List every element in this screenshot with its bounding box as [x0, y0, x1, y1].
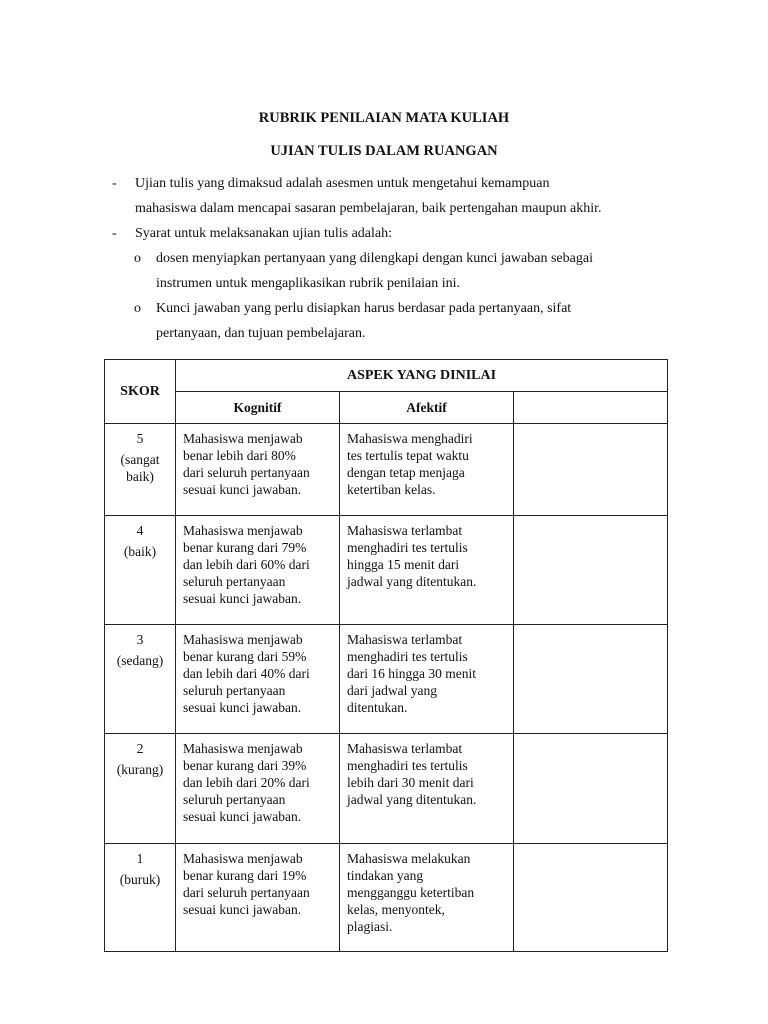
intro-line: mahasiswa dalam mencapai sasaran pembelajaran, baik pertengahan maupun akhir.: [135, 201, 602, 216]
cell-line: hingga 15 menit dari: [347, 557, 460, 572]
kognitif-cell: [176, 734, 340, 844]
bullet-dash: -: [112, 226, 117, 241]
afektif-cell: [340, 516, 514, 625]
cell-line: dengan tetap menjaga: [347, 465, 465, 480]
cell-line: Mahasiswa menjawab: [183, 851, 303, 866]
cell-line: Mahasiswa melakukan: [347, 851, 471, 866]
sub-bullet-line: pertanyaan, dan tujuan pembelajaran.: [156, 326, 366, 341]
cell-line: Mahasiswa menjawab: [183, 431, 303, 446]
col-header-empty: [514, 392, 668, 424]
cell-line: lebih dari 30 menit dari: [347, 775, 474, 790]
cell-line: benar kurang dari 19%: [183, 868, 307, 883]
kognitif-cell: [176, 844, 340, 952]
cell-line: plagiasi.: [347, 919, 393, 934]
cell-line: Mahasiswa terlambat: [347, 523, 463, 538]
extra-cell: [514, 734, 668, 844]
score-label: [105, 451, 175, 485]
cell-line: ketertiban kelas.: [347, 482, 436, 497]
score-cell: [105, 625, 176, 734]
cell-line: mengganggu ketertiban: [347, 885, 475, 900]
cell-line: sesuai kunci jawaban.: [183, 482, 302, 497]
cell-line: Mahasiswa menghadiri: [347, 431, 473, 446]
cell-line: seluruh pertanyaan: [183, 574, 286, 589]
table-row: [105, 844, 668, 952]
cell-line: Mahasiswa menjawab: [183, 632, 303, 647]
kognitif-cell: [176, 625, 340, 734]
cell-line: sesuai kunci jawaban.: [183, 809, 302, 824]
cell-line: dari jadwal yang: [347, 683, 437, 698]
bullet-dash: -: [112, 176, 117, 191]
sub-bullet-line: instrumen untuk mengaplikasikan rubrik penilaian ini.: [156, 276, 461, 291]
score-value: 1: [136, 851, 144, 866]
score-label-line: (sedang): [116, 653, 164, 668]
afektif-cell: [340, 625, 514, 734]
cell-line: dari seluruh pertanyaan: [183, 465, 310, 480]
document-title: RUBRIK PENILAIAN MATA KULIAH: [258, 110, 510, 126]
extra-cell: [514, 844, 668, 952]
cell-line: Mahasiswa menjawab: [183, 523, 303, 538]
cell-line: menghadiri tes tertulis: [347, 649, 468, 664]
cell-line: Mahasiswa terlambat: [347, 632, 463, 647]
document-subtitle: UJIAN TULIS DALAM RUANGAN: [270, 143, 498, 159]
score-value: 5: [136, 431, 144, 446]
score-value: 3: [136, 632, 144, 647]
skor-header: SKOR: [105, 360, 176, 424]
table-header-row: [105, 360, 668, 392]
intro-line: Syarat untuk melaksanakan ujian tulis adalah:: [135, 226, 392, 241]
cell-line: dan lebih dari 20% dari: [183, 775, 310, 790]
score-value: 2: [136, 741, 144, 756]
score-cell: [105, 516, 176, 625]
sub-bullet-line: Kunci jawaban yang perlu disiapkan harus berdasar pada pertanyaan, sifat: [156, 301, 572, 316]
cell-line: kelas, menyontek,: [347, 902, 445, 917]
bullet-o: o: [134, 301, 141, 316]
aspek-header: ASPEK YANG DINILAI: [176, 360, 668, 392]
table-row: [105, 625, 668, 734]
sub-bullet-line: dosen menyiapkan pertanyaan yang dilengkapi dengan kunci jawaban sebagai: [156, 251, 593, 266]
score-cell: [105, 844, 176, 952]
score-label-line: (buruk): [119, 872, 161, 887]
cell-line: jadwal yang ditentukan.: [347, 792, 477, 807]
afektif-cell: [340, 424, 514, 516]
score-label-line: (kurang): [116, 762, 164, 777]
extra-cell: [514, 424, 668, 516]
cell-line: benar kurang dari 39%: [183, 758, 307, 773]
cell-line: jadwal yang ditentukan.: [347, 574, 477, 589]
cell-line: benar kurang dari 79%: [183, 540, 307, 555]
table-subheader-row: [105, 392, 668, 424]
kognitif-cell: [176, 516, 340, 625]
cell-line: ditentukan.: [347, 700, 408, 715]
col-header-kognitif: Kognitif: [176, 392, 340, 424]
cell-line: dari seluruh pertanyaan: [183, 885, 310, 900]
score-label: [105, 543, 175, 560]
cell-line: menghadiri tes tertulis: [347, 758, 468, 773]
extra-cell: [514, 516, 668, 625]
score-label-line: baik): [126, 469, 154, 484]
intro-line: Ujian tulis yang dimaksud adalah asesmen untuk mengetahui kemampuan: [135, 176, 550, 191]
rubric-table: [104, 359, 668, 952]
kognitif-cell: [176, 424, 340, 516]
cell-line: sesuai kunci jawaban.: [183, 700, 302, 715]
cell-line: sesuai kunci jawaban.: [183, 902, 302, 917]
table-row: [105, 734, 668, 844]
score-label: [105, 652, 175, 669]
extra-cell: [514, 625, 668, 734]
afektif-cell: [340, 734, 514, 844]
score-cell: [105, 424, 176, 516]
bullet-o: o: [134, 251, 141, 266]
score-cell: [105, 734, 176, 844]
cell-line: sesuai kunci jawaban.: [183, 591, 302, 606]
cell-line: Mahasiswa menjawab: [183, 741, 303, 756]
score-label: [105, 871, 175, 888]
cell-line: dan lebih dari 60% dari: [183, 557, 310, 572]
cell-line: menghadiri tes tertulis: [347, 540, 468, 555]
score-label-line: (baik): [123, 544, 157, 559]
cell-line: tes tertulis tepat waktu: [347, 448, 469, 463]
cell-line: dan lebih dari 40% dari: [183, 666, 310, 681]
afektif-cell: [340, 844, 514, 952]
cell-line: seluruh pertanyaan: [183, 792, 286, 807]
col-header-afektif: Afektif: [340, 392, 514, 424]
cell-line: seluruh pertanyaan: [183, 683, 286, 698]
table-row: [105, 424, 668, 516]
cell-line: Mahasiswa terlambat: [347, 741, 463, 756]
cell-line: benar lebih dari 80%: [183, 448, 296, 463]
cell-line: tindakan yang: [347, 868, 424, 883]
table-row: [105, 516, 668, 625]
score-value: 4: [136, 523, 144, 538]
score-label: [105, 761, 175, 778]
cell-line: benar kurang dari 59%: [183, 649, 307, 664]
cell-line: dari 16 hingga 30 menit: [347, 666, 476, 681]
score-label-line: (sangat: [120, 452, 160, 467]
